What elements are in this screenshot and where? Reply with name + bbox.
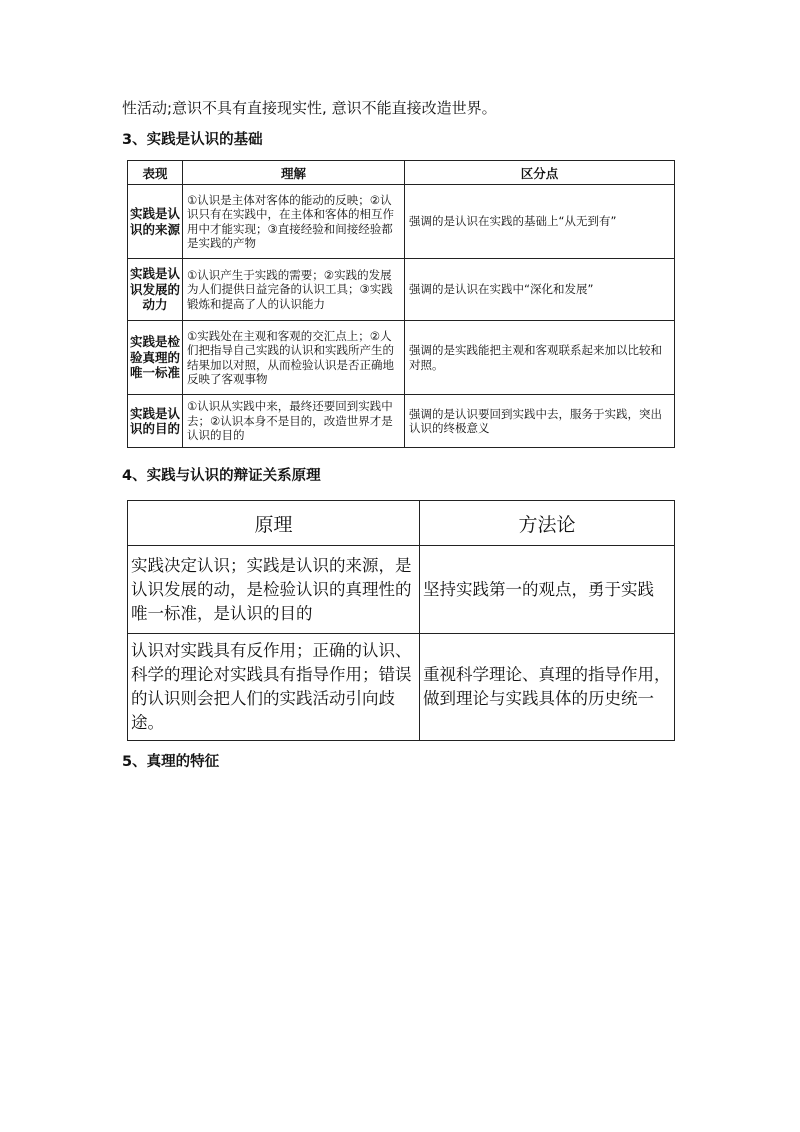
understanding-cell: ①认识是主体对客体的能动的反映；②认识只有在实践中，在主体和客体的相互作用中才能实现；③直接经验和间接经验都是实践的产物 bbox=[183, 185, 405, 259]
principle-cell: 实践决定认识；实践是认识的来源，是认识发展的动，是检验认识的真理性的唯一标准，是认识的目的 bbox=[128, 546, 420, 634]
section-5-heading: 5、真理的特征 bbox=[122, 754, 220, 770]
aspect-cell: 实践是认识发展的动力 bbox=[128, 259, 183, 321]
practice-basis-table bbox=[127, 160, 675, 448]
section-4-heading: 4、实践与认识的辩证关系原理 bbox=[122, 468, 321, 484]
methodology-cell: 重视科学理论、真理的指导作用，做到理论与实践具体的历史统一 bbox=[420, 634, 675, 741]
table-row bbox=[128, 185, 675, 259]
methodology-cell: 坚持实践第一的观点，勇于实践 bbox=[420, 546, 675, 634]
intro-line: 性活动;意识不具有直接现实性, 意识不能直接改造世界。 bbox=[122, 99, 497, 117]
practice-cognition-table bbox=[127, 500, 675, 741]
table-row bbox=[128, 321, 675, 395]
table-header-row bbox=[128, 501, 675, 546]
table-row bbox=[128, 395, 675, 448]
distinction-cell: 强调的是实践能把主观和客观联系起来加以比较和对照。 bbox=[405, 321, 675, 395]
column-header-distinction: 区分点 bbox=[405, 161, 675, 185]
column-header-understanding: 理解 bbox=[183, 161, 405, 185]
distinction-cell: 强调的是认识要回到实践中去，服务于实践，突出认识的终极意义 bbox=[405, 395, 675, 448]
distinction-cell: 强调的是认识在实践的基础上“从无到有” bbox=[405, 185, 675, 259]
column-header-principle: 原理 bbox=[128, 501, 420, 546]
aspect-cell: 实践是认识的目的 bbox=[128, 395, 183, 448]
column-header-methodology: 方法论 bbox=[420, 501, 675, 546]
understanding-cell: ①认识产生于实践的需要；②实践的发展为人们提供日益完备的认识工具；③实践锻炼和提高了人的认识能力 bbox=[183, 259, 405, 321]
table-header-row bbox=[128, 161, 675, 185]
understanding-cell: ①认识从实践中来，最终还要回到实践中去；②认识本身不是目的，改造世界才是认识的目的 bbox=[183, 395, 405, 448]
understanding-cell: ①实践处在主观和客观的交汇点上；②人们把指导自己实践的认识和实践所产生的结果加以对照，从而检验认识是否正确地反映了客观事物 bbox=[183, 321, 405, 395]
aspect-cell: 实践是检验真理的唯一标准 bbox=[128, 321, 183, 395]
aspect-cell: 实践是认识的来源 bbox=[128, 185, 183, 259]
column-header-aspect: 表现 bbox=[128, 161, 183, 185]
section-3-heading: 3、实践是认识的基础 bbox=[122, 132, 263, 148]
principle-cell: 认识对实践具有反作用；正确的认识、科学的理论对实践具有指导作用；错误的认识则会把人们的实践活动引向歧途。 bbox=[128, 634, 420, 741]
distinction-cell: 强调的是认识在实践中“深化和发展” bbox=[405, 259, 675, 321]
table-row bbox=[128, 546, 675, 634]
table-row bbox=[128, 259, 675, 321]
table-row bbox=[128, 634, 675, 741]
